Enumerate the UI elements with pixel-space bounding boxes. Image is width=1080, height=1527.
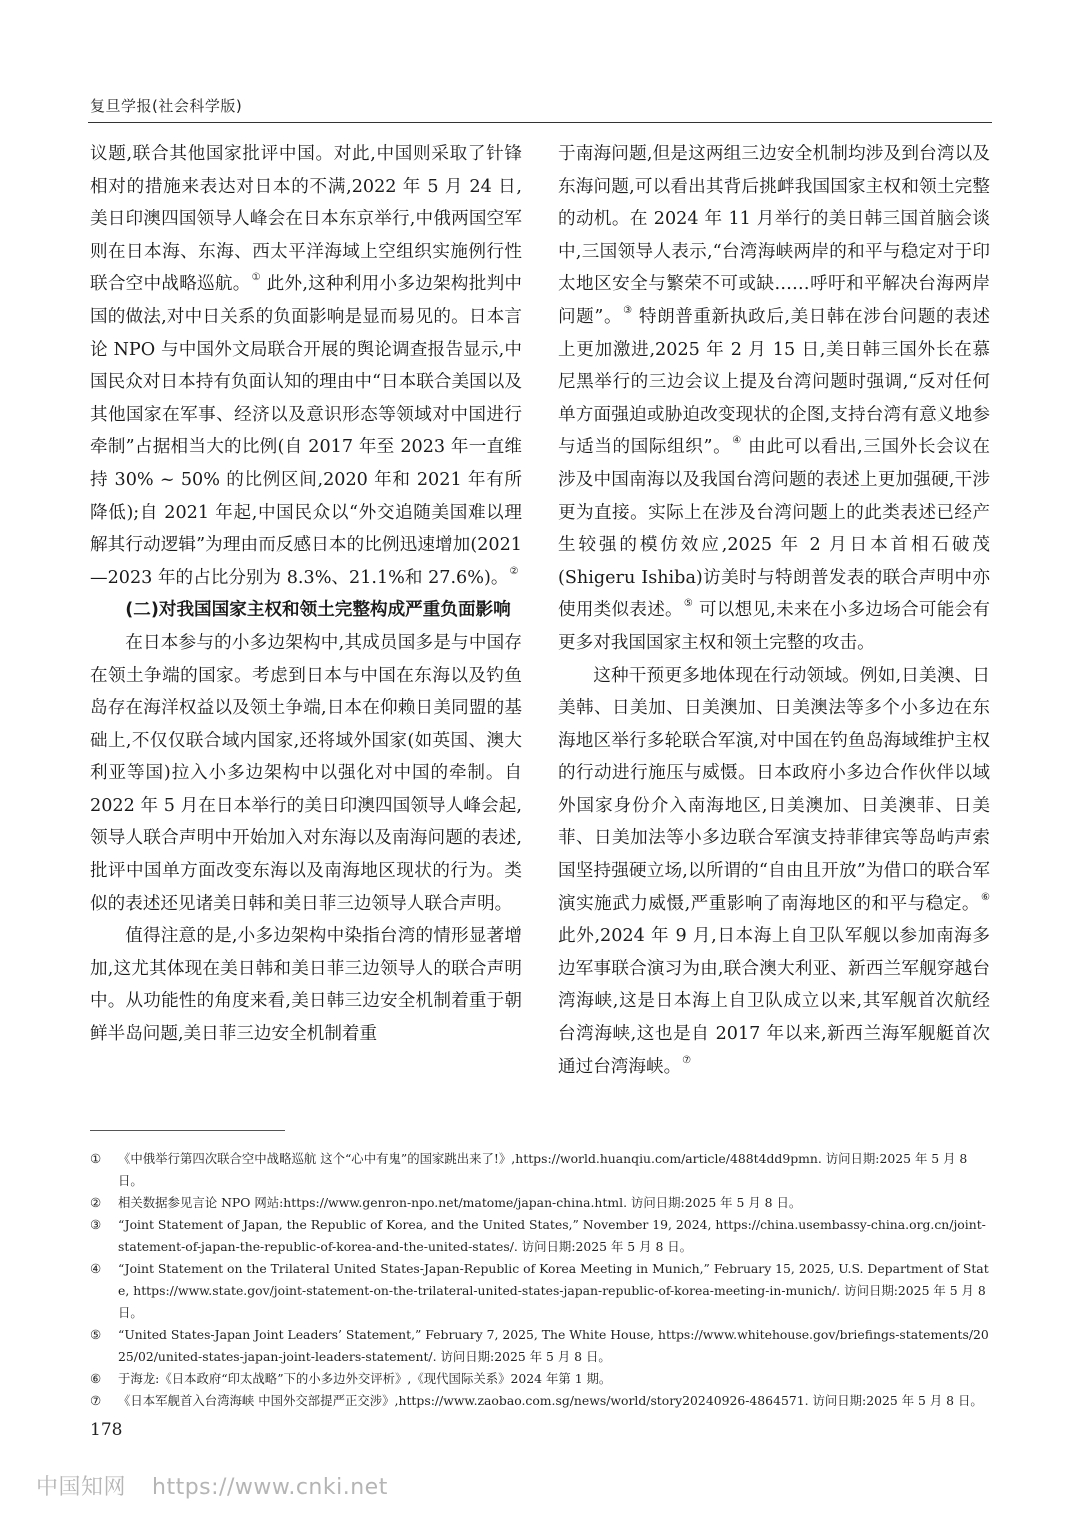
footnote-number: ① xyxy=(90,1151,102,1166)
footnote-text: 《日本军舰首入台湾海峡 中国外交部提严正交涉》,https://www.zaobao.com.sg/news/world/story20240926-4864571. 访问日期:2025 年 5 月 8 日。 xyxy=(118,1393,983,1408)
header-rule xyxy=(88,122,992,123)
footnote-text: 《中俄举行第四次联合空中战略巡航 这个“心中有鬼”的国家跳出来了!》,https://world.huanqiu.com/article/488t4dd9pmn. 访问日期:2025 年 5 月 8 日。 xyxy=(118,1151,968,1188)
paragraph: 在日本参与的小多边架构中,其成员国多是与中国存在领土争端的国家。考虑到日本与中国在东海以及钓鱼岛存在海洋权益以及领土争端,日本在仰赖日美同盟的基础上,不仅仅联合域内国家,还将域外国家(如英国、澳大利亚等国)拉入小多边架构中以强化对中国的牵制。自 2022 年 5 月在日本举行的美日印澳四国领导人峰会起,领导人联合声明中开始加入对东海以及南海问题的表述,批评中国单方面改变东海以及南海地区现状的行为。类似的表述还见诸美日韩和美日菲三边领导人联合声明。 xyxy=(90,632,522,914)
paragraph: 议题,联合其他国家批评中国。对此,中国则采取了针锋相对的措施来表达对日本的不满,2022 年 5 月 24 日,美日印澳四国领导人峰会在日本东京举行,中俄两国空军则在日本海、东海、西太平洋海域上空组织实施例行性联合空中战略巡航。① 此外,这种利用小多边架构批判中国的做法,对中日关系的负面影响是显而易见的。日本言论 NPO 与中国外文局联合开展的舆论调查报告显示,中国民众对日本持有负面认知的理由中“日本联合美国以及其他国家在军事、经济以及意识形态等领域对中国进行牵制”占据相当大的比例(自 2017 年至 2023 年一直维持 30% ~ 50% 的比例区间,2020 年和 2021 年有所降低);自 2021 年起,中国民众以“外交追随美国难以理解其行动逻辑”为理由而反感日本的比例迅速增加(2021—2023 年的占比分别为 8.3%、21.1%和 27.6%)。② xyxy=(90,144,522,588)
footnote-number: ③ xyxy=(90,1217,102,1232)
footnote-ref[interactable]: ① xyxy=(251,272,261,284)
footnote-item xyxy=(90,1148,990,1192)
footnotes xyxy=(90,1148,990,1412)
footnote-number: ⑥ xyxy=(90,1371,102,1386)
footnote-item xyxy=(90,1368,990,1390)
footnote-ref[interactable]: ② xyxy=(509,565,519,577)
section-heading: (二)对我国国家主权和领土完整构成严重负面影响 xyxy=(125,600,511,621)
footnote-item xyxy=(90,1214,990,1258)
footnote-item xyxy=(90,1192,990,1214)
running-head: 复旦学报(社会科学版) xyxy=(90,97,243,115)
footnote-number: ④ xyxy=(90,1261,102,1276)
footnote-ref[interactable]: ⑥ xyxy=(981,891,990,903)
footnote-text: “Joint Statement of Japan, the Republic of Korea, and the United States,” November 19, 2024, https://china.usembassy-china.org.cn/joint-statement-of-japan-the-republic-of-korea-and-the-united-states/. 访问日期:2025 年 5 月 8 日。 xyxy=(118,1217,986,1254)
footnote-number: ⑦ xyxy=(90,1393,102,1408)
left-column xyxy=(90,138,522,1051)
footnote-ref[interactable]: ③ xyxy=(623,304,633,316)
footnote-item xyxy=(90,1324,990,1368)
paragraph: 值得注意的是,小多边架构中染指台湾的情形显著增加,这尤其体现在美日韩和美日菲三边领导人的联合声明中。从功能性的角度来看,美日韩三边安全机制着重于朝鲜半岛问题,美日菲三边安全机制着重 xyxy=(90,926,522,1045)
footnote-rule xyxy=(90,1130,285,1131)
footnote-text: “Joint Statement on the Trilateral United States-Japan-Republic of Korea Meeting in Munich,” February 15, 2025, U.S. Department of State, https://www.state.gov/joint-statement-on-the-trilateral-united-states-japan-republic-of-korea-meeting-in-munich/. 访问日期:2025 年 5 月 8 日。 xyxy=(118,1261,989,1320)
right-column xyxy=(558,138,990,1083)
footnote-ref[interactable]: ⑤ xyxy=(683,598,694,610)
footnote-ref[interactable]: ④ xyxy=(732,435,742,447)
watermark xyxy=(36,1470,388,1501)
footnote-text: 于海龙:《日本政府“印太战略”下的小多边外交评析》,《现代国际关系》2024 年第 1 期。 xyxy=(118,1371,612,1386)
watermark-url[interactable]: https://www.cnki.net xyxy=(152,1475,388,1500)
footnote-text: 相关数据参见言论 NPO 网站:https://www.genron-npo.net/matome/japan-china.html. 访问日期:2025 年 5 月 8 日。 xyxy=(118,1195,802,1210)
footnote-number: ② xyxy=(90,1195,102,1210)
paragraph: 这种干预更多地体现在行动领域。例如,日美澳、日美韩、日美加、日美澳加、日美澳法等多个小多边在东海地区举行多轮联合军演,对中国在钓鱼岛海域维护主权的行动进行施压与威慑。日本政府小多边合作伙伴以域外国家身份介入南海地区,日美澳加、日美澳菲、日美菲、日美加法等小多边联合军演支持菲律宾等岛屿声索国坚持强硬立场,以所谓的“自由且开放”为借口的联合军演实施武力威慑,严重影响了南海地区的和平与稳定。⑥ 此外,2024 年 9 月,日本海上自卫队军舰以参加南海多边军事联合演习为由,联合澳大利亚、新西兰军舰穿越台湾海峡,这是日本海上自卫队成立以来,其军舰首次航经台湾海峡,这也是自 2017 年以来,新西兰海军舰艇首次通过台湾海峡。⑦ xyxy=(558,665,991,1077)
footnote-item xyxy=(90,1258,990,1324)
footnote-number: ⑤ xyxy=(90,1327,102,1342)
watermark-brand: 中国知网 xyxy=(36,1475,127,1500)
footnote-item xyxy=(90,1390,990,1412)
page-number: 178 xyxy=(90,1420,123,1440)
footnote-text: “United States-Japan Joint Leaders’ Statement,” February 7, 2025, The White House, https://www.whitehouse.gov/briefings-statements/2025/02/united-states-japan-joint-leaders-statement/. 访问日期:2025 年 5 月 8 日。 xyxy=(118,1327,989,1364)
paragraph: 于南海问题,但是这两组三边安全机制均涉及到台湾以及东海问题,可以看出其背后挑衅我国国家主权和领土完整的动机。在 2024 年 11 月举行的美日韩三国首脑会谈中,三国领导人表示,“台湾海峡两岸的和平与稳定对于印太地区安全与繁荣不可或缺……呼吁和平解决台海两岸问题”。③ 特朗普重新执政后,美日韩在涉台问题的表述上更加激进,2025 年 2 月 15 日,美日韩三国外长在慕尼黑举行的三边会议上提及台湾问题时强调,“反对任何单方面强迫或胁迫改变现状的企图,支持台湾有意义地参与适当的国际组织”。④ 由此可以看出,三国外长会议在涉及中国南海以及我国台湾问题的表述上更加强硬,干涉更为直接。实际上在涉及台湾问题上的此类表述已经产生较强的模仿效应,2025 年 2 月日本首相石破茂(Shigeru Ishiba)访美时与特朗普发表的联合声明中亦使用类似表述。⑤ 可以想见,未来在小多边场合可能会有更多对我国国家主权和领土完整的攻击。 xyxy=(558,144,991,653)
footnote-ref[interactable]: ⑦ xyxy=(682,1054,692,1066)
